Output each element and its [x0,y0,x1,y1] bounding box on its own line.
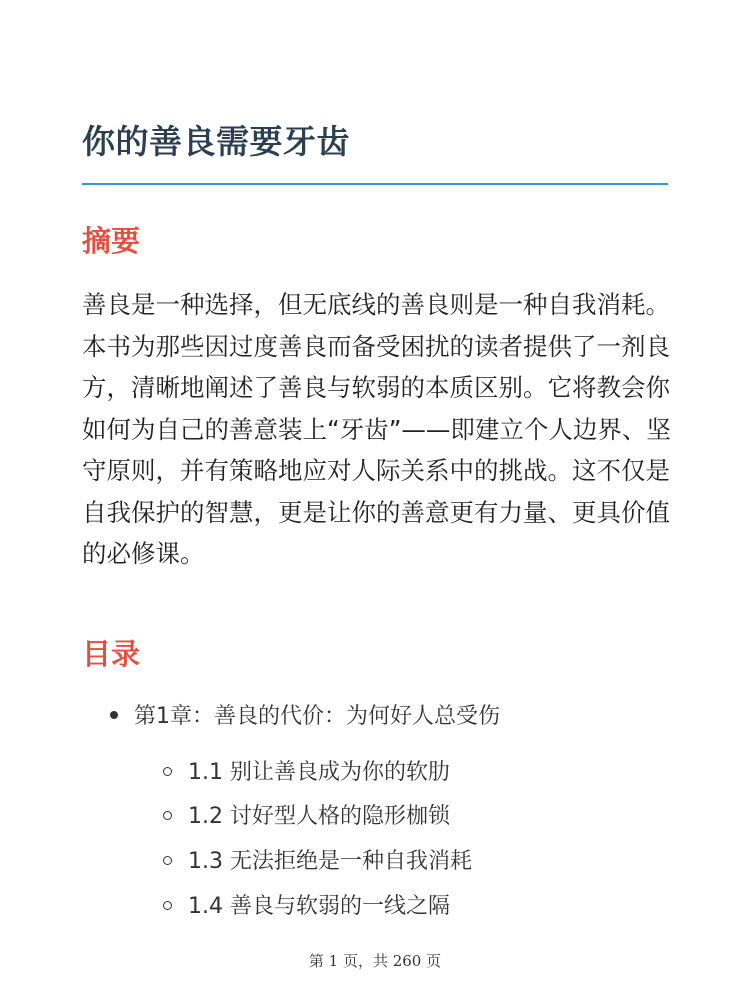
toc-section-1-2[interactable] [163,800,450,834]
book-title: 你的善良需要牙齿 [82,122,350,161]
bullet-circle-icon [163,767,172,776]
toc-heading: 目录 [82,637,141,671]
summary-heading: 摘要 [82,224,141,258]
toc-section-label: 1.1 别让善良成为你的软肋 [188,760,450,785]
toc-section-1-4[interactable] [163,890,450,924]
bullet-circle-icon [163,901,172,910]
page-number-footer: 第 1 页，共 260 页 [308,952,442,970]
toc-section-1-1[interactable] [163,756,450,790]
toc-section-label: 1.4 善良与软弱的一线之隔 [188,894,450,919]
toc-section-label: 1.2 讨好型人格的隐形枷锁 [188,804,450,829]
toc-chapter-label: 第1章：善良的代价：为何好人总受伤 [134,704,500,729]
bullet-disc-icon [110,711,118,719]
toc-section-1-3[interactable] [163,845,472,879]
summary-paragraph: 善良是一种选择，但无底线的善良则是一种自我消耗。本书为那些因过度善良而备受困扰的读者提供了一剂良方，清晰地阐述了善良与软弱的本质区别。它将教会你如何为自己的善意装上“牙齿”——即建立个人边界、坚守原则，并有策略地应对人际关系中的挑战。这不仅是自我保护的智慧，更是让你的善意更有力量、更具价值的必修课。 [82,290,671,568]
bullet-circle-icon [163,811,172,820]
title-divider [82,183,668,185]
toc-section-label: 1.3 无法拒绝是一种自我消耗 [188,849,472,874]
bullet-circle-icon [163,856,172,865]
toc-chapter-1[interactable] [110,700,500,734]
